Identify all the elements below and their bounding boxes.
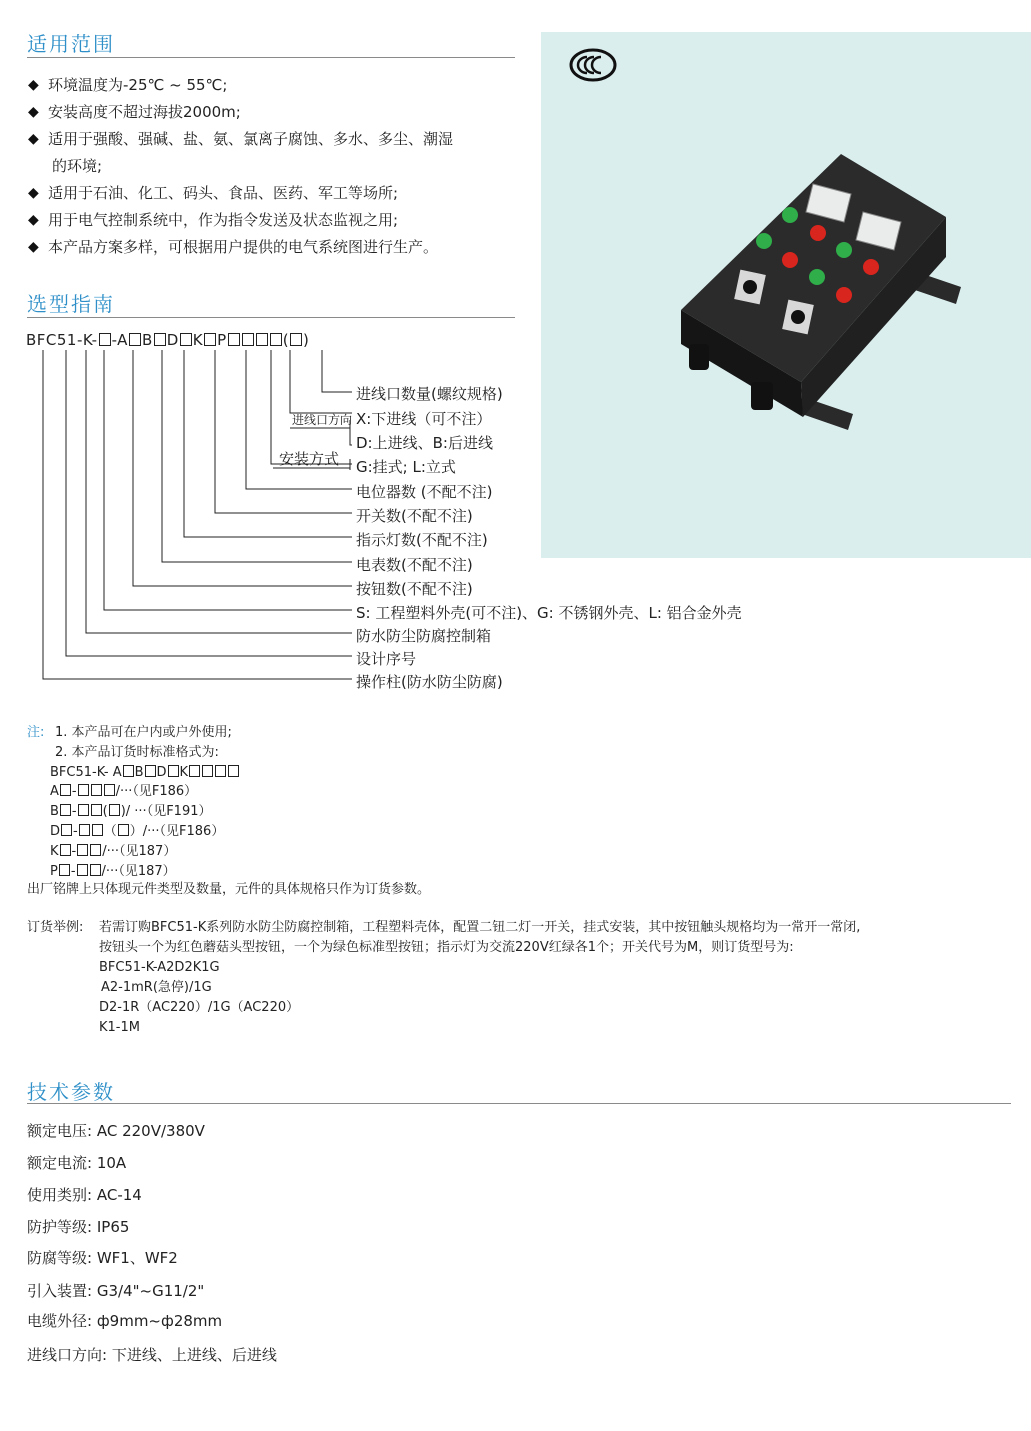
code-part: P — [217, 331, 227, 349]
spec-row: 防腐等级: WF1、WF2 — [27, 1249, 178, 1267]
example-code: K1-1M — [99, 1020, 140, 1035]
note-prefix: 注: — [27, 725, 45, 740]
note-line: 2. 本产品订货时标准格式为: — [55, 745, 219, 760]
product-photo — [541, 32, 1031, 558]
code-part: D — [166, 331, 179, 349]
label-switch-count: 开关数(不配不注) — [356, 507, 473, 525]
note-spec-line: P - /···（见187） — [50, 864, 176, 879]
list-item-continued: 的环境; — [52, 157, 103, 175]
format-prefix: BFC51-K- A — [50, 765, 122, 780]
label-inlet-bottom: X:下进线（可不注） — [356, 410, 492, 428]
selection-diagram-lines — [0, 0, 560, 700]
group-label-direction: 进线口方向 — [292, 413, 353, 427]
green-light-icon — [836, 242, 852, 258]
red-light-icon — [863, 259, 879, 275]
cable-gland-icon — [689, 344, 709, 370]
green-button-icon — [756, 233, 772, 249]
ccc-certification-icon — [571, 50, 615, 80]
list-item: ◆ 安装高度不超过海拔2000m; — [28, 99, 518, 126]
spec-row: 电缆外径: ф9mm~ф28mm — [27, 1312, 223, 1330]
example-line: 按钮头一个为红色蘑菇头型按钮，一个为绿色标准型按钮；指示灯为交流220V红绿各1个；开关代号为M，则订货型号为: — [99, 940, 794, 955]
label-inlet-top-back: D:上进线、B:后进线 — [356, 434, 493, 452]
spec-row: 使用类别: AC-14 — [27, 1186, 142, 1204]
red-light-icon — [810, 225, 826, 241]
note-spec-line: K - /···（见187） — [50, 844, 177, 859]
note-format: BFC51-K- A B D K — [50, 763, 240, 783]
note-line: 1. 本产品可在户内或户外使用; — [55, 725, 232, 740]
green-light-icon — [782, 207, 798, 223]
label-potentiometer: 电位器数 (不配不注) — [356, 483, 493, 501]
model-code-template: BFC51-K- -A B D K P ( ) — [26, 331, 310, 349]
example-line: 若需订购BFC51-K系列防水防尘防腐控制箱，工程塑料壳体，配置二钮二灯一开关，挂式安装，其中按钮触头规格均为一常开一常闭, — [99, 920, 861, 935]
code-part: B — [141, 331, 153, 349]
example-label: 订货举例: — [27, 920, 84, 935]
group-label-install: 安装方式 — [279, 450, 340, 468]
spec-row: 防护等级: IP65 — [27, 1218, 130, 1236]
example-code: A2-1mR(急停)/1G — [101, 980, 212, 995]
code-prefix: BFC51-K- — [26, 331, 98, 349]
list-item: ◆ 适用于强酸、强碱、盐、氨、氯离子腐蚀、多水、多尘、潮湿 — [28, 126, 518, 153]
list-item: ◆ 本产品方案多样，可根据用户提供的电气系统图进行生产。 — [28, 234, 518, 261]
label-design-no: 设计序号 — [356, 650, 417, 668]
example-code: D2-1R（AC220）/1G（AC220） — [99, 1000, 300, 1015]
list-item: ◆ 环境温度为-25℃ ~ 55℃; — [28, 72, 518, 99]
red-button-icon — [836, 287, 852, 303]
section-title-selection: 选型指南 — [27, 292, 115, 316]
label-column: 操作柱(防水防尘防腐) — [356, 673, 503, 691]
example-code: BFC51-K-A2D2K1G — [99, 960, 220, 975]
spec-row: 进线口方向: 下进线、上进线、后进线 — [27, 1346, 277, 1364]
note-spec-line: D - （ ）/···（见F186） — [50, 824, 225, 839]
code-part: -A — [111, 331, 128, 349]
label-box-type: 防水防尘防腐控制箱 — [356, 627, 492, 645]
red-button-icon — [782, 252, 798, 268]
label-install: G:挂式; L:立式 — [356, 458, 456, 476]
label-enclosure: S: 工程塑料外壳(可不注)、G: 不锈钢外壳、L: 铝合金外壳 — [356, 604, 742, 622]
spec-row: 额定电压: AC 220V/380V — [27, 1122, 205, 1140]
section-title-specs: 技术参数 — [27, 1080, 115, 1104]
label-light-count: 指示灯数(不配不注) — [356, 531, 488, 549]
note-footer: 出厂铭牌上只体现元件类型及数量，元件的具体规格只作为订货参数。 — [27, 882, 431, 897]
control-box-illustration — [541, 32, 1031, 558]
spec-row: 引入装置: G3/4"~G11/2" — [27, 1282, 205, 1300]
note-spec-line: A - /···（见F186） — [50, 784, 198, 799]
list-item: ◆ 用于电气控制系统中，作为指令发送及状态监视之用; — [28, 207, 518, 234]
label-inlet-qty: 进线口数量(螺纹规格) — [356, 385, 503, 403]
note-spec-line: B - ( )/ ···（见F191） — [50, 804, 212, 819]
label-button-count: 按钮数(不配不注) — [356, 580, 473, 598]
section-divider — [27, 1103, 1011, 1104]
cable-gland-icon — [751, 382, 773, 410]
green-button-icon — [809, 269, 825, 285]
spec-row: 额定电流: 10A — [27, 1154, 127, 1172]
code-part: K — [192, 331, 204, 349]
list-item: ◆ 适用于石油、化工、码头、食品、医药、军工等场所; — [28, 180, 518, 207]
section-title-scope: 适用范围 — [27, 32, 115, 56]
label-meter-count: 电表数(不配不注) — [356, 556, 473, 574]
